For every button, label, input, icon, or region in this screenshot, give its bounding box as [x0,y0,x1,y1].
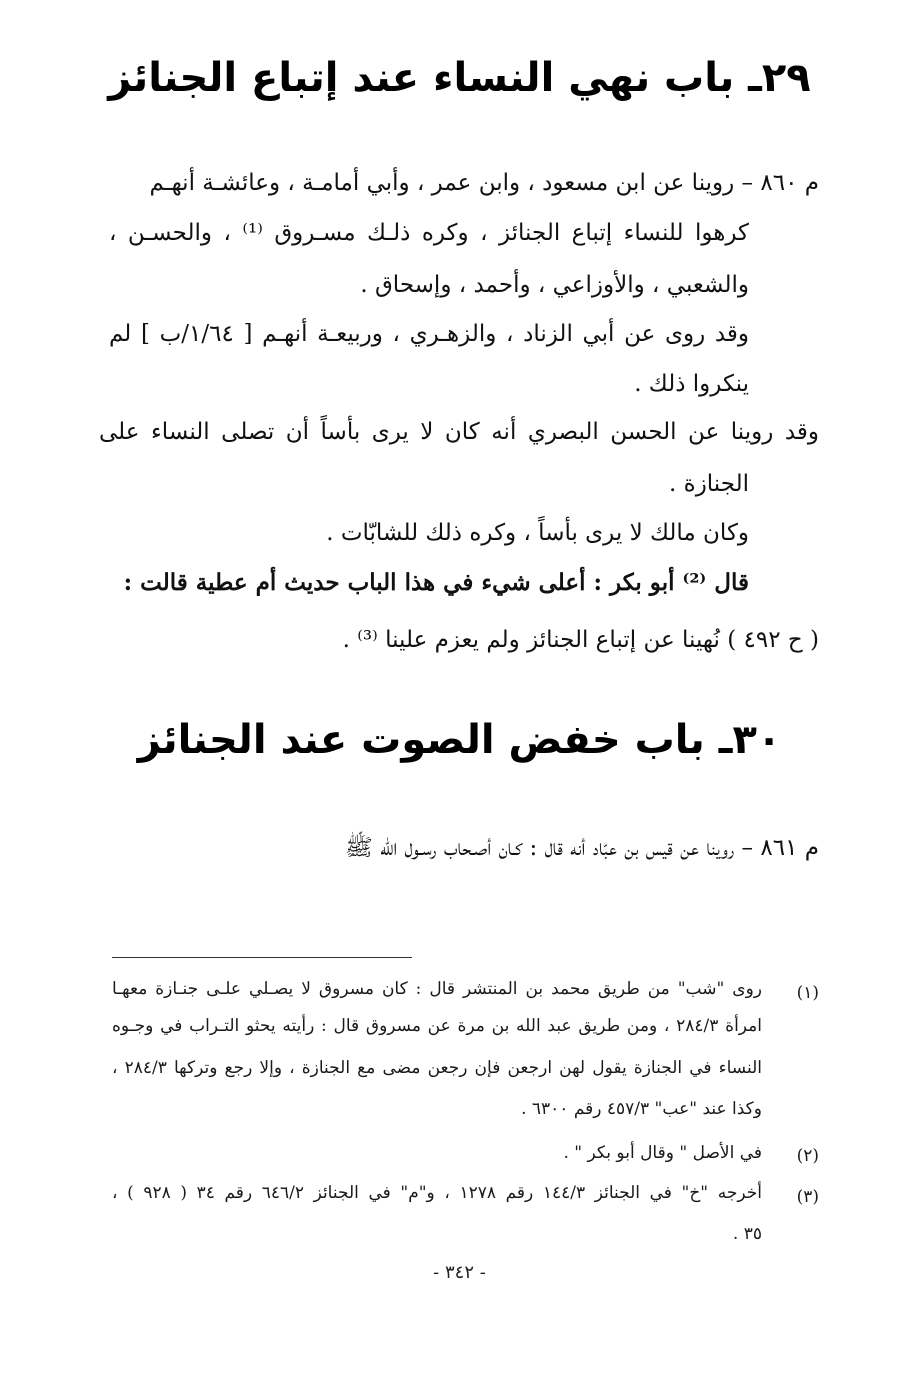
chapter-heading-30: ٣٠ـ باب خفض الصوت عند الجنائز [137,717,782,763]
paragraph-line: كرهوا للنساء إتباع الجنائز ، وكره ذلـك مسـروق ⁽¹⁾ ، والحسـن ، [109,220,749,246]
footnote-number: (٣) [796,1187,819,1207]
paragraph-line: م ٨٦٠ – روينا عن ابن مسعود ، وابن عمر ، وأبي أمامـة ، وعائشـة أنهـم [149,170,819,196]
paragraph-line: وقد روينا عن الحسن البصري أنه كان لا يرى بأساً أن تصلى النساء على [99,419,819,445]
footnote-line: النساء في الجنازة يقول لهن ارجعن فإن رجعن مضى مع الجنازة ، وإلا رجع وتركها ٢٨٤/٣ ، [112,1058,763,1078]
footnote-line: في الأصل " وقال أبو بكر " . [563,1143,762,1163]
paragraph-line: ينكروا ذلك . [634,371,749,397]
chapter-heading-29: ٢٩ـ باب نهي النساء عند إتباع الجنائز [108,55,811,101]
footnote-line: أخرجه "خ" في الجنائز ١٤٤/٣ رقم ١٢٧٨ ، و"م" في الجنائز ٦٤٦/٢ رقم ٣٤ ( ٩٢٨ ) ، [112,1183,762,1203]
paragraph-line: قال ⁽²⁾ أبو بكر : أعلى شيء في هذا الباب حديث أم عطية قالت : [123,569,749,596]
footnote-line: روى "شب" من طريق محمد بن المنتشر قال : كان مسروق لا يصـلي علـى جنـازة معهـا [112,979,762,999]
footnote-line: امرأة ٢٨٤/٣ ، ومن طريق عبد الله بن مرة عن مسروق قال : رأيته يحثو التـراب في وجـوه [112,1016,763,1036]
footnote-number: (١) [796,983,819,1003]
footnote-divider [112,957,412,958]
footnote-line: ٣٥ . [732,1224,762,1244]
paragraph-line: م ٨٦١ – روينا عن قيس بن عبّاد أنه قال : كـان أصـحاب رسـول الله ﷺ [344,835,819,861]
paragraph-line: وقد روى عن أبي الزناد ، والزهـري ، وربيعـة أنهـم [ ١/٦٤/ب ] لم [109,321,750,347]
footnote-line: وكذا عند "عب" ٤٥٧/٣ رقم ٦٣٠٠ . [521,1099,762,1119]
paragraph-line: وكان مالك لا يرى بأساً ، وكره ذلك للشابّات . [326,520,749,546]
footnote-number: (٢) [796,1146,819,1166]
paragraph-line: والشعبي ، والأوزاعي ، وأحمد ، وإسحاق . [360,272,749,298]
hadith-line: ( ح ٤٩٢ ) نُهينا عن إتباع الجنائز ولم يعزم علينا ⁽³⁾ . [342,627,819,653]
paragraph-line: الجنازة . [669,471,749,497]
page-number: - ٣٤٢ - [433,1262,486,1283]
